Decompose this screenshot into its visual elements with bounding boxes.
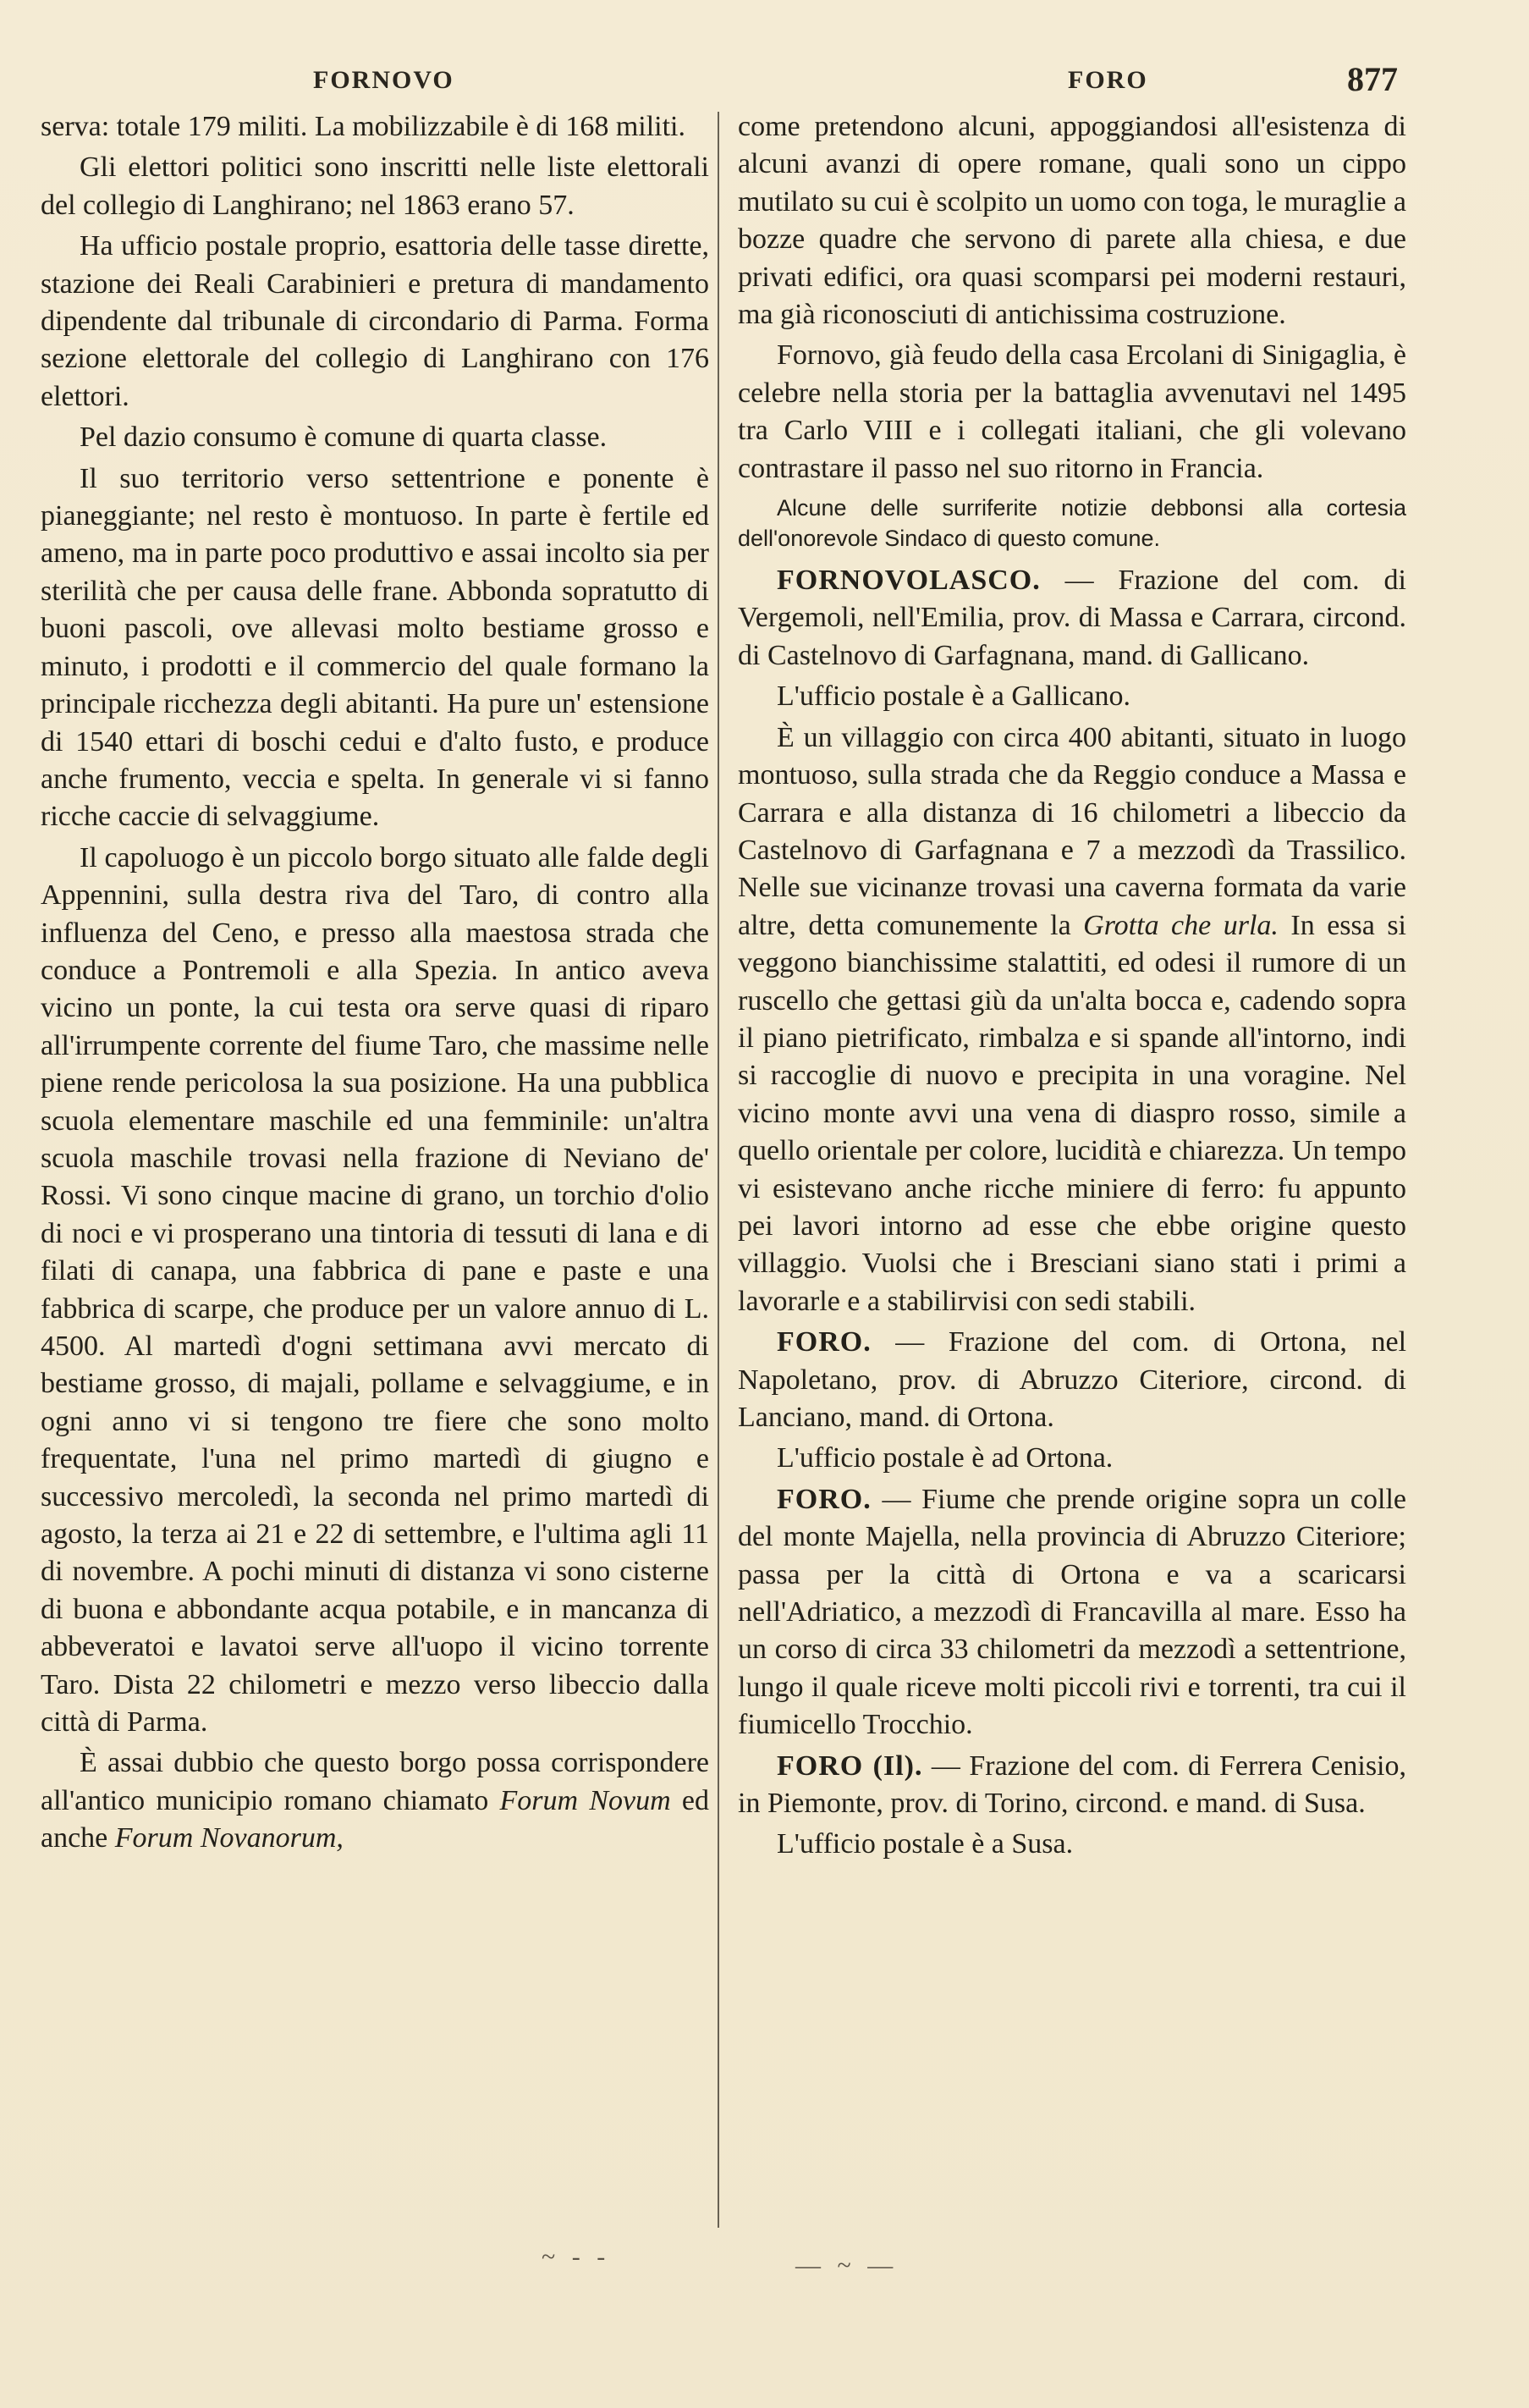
latin-name: Forum Novum xyxy=(499,1784,671,1816)
paragraph: Gli elettori politici sono inscritti nelle liste elettorali del collegio di Langhirano; nel 1863 erano 57. xyxy=(41,152,709,221)
paragraph xyxy=(41,1744,709,1857)
paragraph-text: È assai dubbio che questo borgo possa corrispondere all'antico municipio romano chiamato xyxy=(41,1747,709,1816)
page-number: 877 xyxy=(1347,60,1398,98)
end-flourish-right: — ~ — xyxy=(795,2251,899,2279)
entry-headword: FORO. xyxy=(777,1326,872,1358)
paragraph-text: È un villaggio con circa 400 abitanti, situato in luogo montuoso, sulla strada che da Reggio conduce a Massa e Carrara e alla distanza di 16 chilometri a libeccio da Castelnovo di Garfagnana e 7 a mezzodì da Trassilico. Nelle sue vicinanze trovasi una caverna formata da varie altre, detta comunemente la xyxy=(738,721,1406,941)
column-divider xyxy=(718,112,719,2228)
paragraph: Il capoluogo è un piccolo borgo situato alle falde degli Appennini, sulla destra riva del Taro, di contro alla influenza del Ceno, e presso alla maestosa strada che conduce a Pontremoli e alla Spezia. In antico aveva vicino un ponte, la cui testa ora serve quasi di riparo all'irrumpente corrente del fiume Taro, che massime nelle piene rende pericolosa la sua posizione. Ha una pubblica scuola elementare maschile ed una femminile: un'altra scuola maschile trovasi nella frazione di Neviano de' Rossi. Vi sono cinque macine di grano, un torchio d'olio di noci e vi prosperano una tintoria di tessuti di lana e di filati di canapa, una fabbrica di pane e paste e una fabbrica di scarpe, che produce per un valore annuo di L. 4500. Al martedì d'ogni settimana avvi mercato di bestiame grosso, di majali, pollame e selvaggiume, e in ogni anno vi si tengono tre fiere che sono molto frequentate, l'una nel primo martedì di giugno e successivo mercoledì, la seconda nel primo martedì di agosto, la terza ai 21 e 22 di settembre, e l'ultima agli 11 di novembre. A pochi minuti di distanza vi sono cisterne di buona e abbondante acqua potabile, e in mancanza di abbeveratoi e lavatoi serve all'uopo il vicino torrente Taro. Dista 22 chilometri e mezzo verso libeccio dalla città di Parma. xyxy=(41,841,709,1738)
place-name: Grotta che urla. xyxy=(1083,909,1279,941)
entry-text: — Frazione del com. di Ortona, nel Napoletano, prov. di Abruzzo Citeriore, circond. di Lanciano, mand. di Ortona. xyxy=(738,1326,1407,1433)
right-column xyxy=(738,108,1406,1867)
running-head-left: FORNOVO xyxy=(313,66,454,94)
footnote: Alcune delle surriferite notizie debbonsi alla cortesia dell'onorevole Sindaco di questo comune. xyxy=(738,495,1406,552)
paragraph-text: In essa si veggono bianchissime stalattiti, ed odesi il rumore di un ruscello che gettasi giù da un'alta bocca e, cadendo sopra il piano pietrificato, rimbalza e si spande all'intorno, indi si raccoglie di nuovo e precipita in una voragine. Nel vicino monte avvi una vena di diaspro rosso, simile a quello orientale per colore, lucidità e chiarezza. Un tempo vi esistevano anche ricche miniere di ferro: fu appunto pei lavori intorno ad esse che ebbe origine questo villaggio. Vuolsi che i Bresciani siano stati i primi a lavorarle e a stabilirvisi con sedi stabili. xyxy=(738,909,1407,1317)
left-column xyxy=(41,108,709,1861)
paragraph-text: ed anche xyxy=(41,1784,709,1854)
entry-text: — Fiume che prende origine sopra un colle del monte Majella, nella provincia di Abruzzo Citeriore; passa per la città di Ortona e va a scaricarsi nell'Adriatico, a mezzodì di Francavilla al mare. Esso ha un corso di circa 33 chilometri da mezzodì a settentrione, lungo il quale riceve molti piccoli rivi e torrenti, tra cui il fiumicello Trocchio. xyxy=(738,1483,1407,1741)
paragraph: Il suo territorio verso settentrione e ponente è pianeggiante; nel resto è montuoso. In parte è fertile ed ameno, ma in parte poco produttivo e assai incolto sia per sterilità che per causa delle frane. Abbonda sopratutto di buoni pascoli, ove allevasi molto bestiame grosso e minuto, i prodotti e il commercio del quale formano la principale ricchezza degli abitanti. Ha pure un' estensione di 1540 ettari di boschi cedui e d'alto fusto, e produce anche frumento, veccia e spelta. In generale vi si fanno ricche caccie di selvaggiume. xyxy=(41,462,709,833)
paragraph: L'ufficio postale è ad Ortona. xyxy=(777,1442,1114,1474)
running-head-right: FORO xyxy=(1068,66,1148,94)
entry-text: — Frazione del com. di Vergemoli, nell'Emilia, prov. di Massa e Carrara, circond. di Castelnovo di Garfagnana, mand. di Gallicano. xyxy=(738,565,1406,671)
entry-foro-il xyxy=(738,1748,1406,1823)
paragraph: come pretendono alcuni, appoggiandosi all'esistenza di alcuni avanzi di opere romane, quali sono un cippo mutilato su cui è scolpito un uomo con toga, le muraglie a bozze quadre che servono di parete alla chiesa, e due privati edifici, ora quasi scomparsi pei moderni restauri, ma già riconosciuti di antichissima costruzione. xyxy=(738,111,1406,331)
end-flourish-left: ~ - - xyxy=(542,2243,611,2271)
paragraph xyxy=(738,719,1406,1321)
paragraph: Fornovo, già feudo della casa Ercolani di Sinigaglia, è celebre nella storia per la battaglia avvenutavi nel 1495 tra Carlo VIII e i collegati italiani, che gli volevano contrastare il passo nel suo ritorno in Francia. xyxy=(738,339,1406,484)
paragraph: serva: totale 179 militi. La mobilizzabile è di 168 militi. xyxy=(41,111,685,142)
entry-headword: FORNOVOLASCO. xyxy=(777,565,1041,597)
paragraph: Ha ufficio postale proprio, esattoria delle tasse dirette, stazione dei Reali Carabinieri e pretura di mandamento dipendente dal tribunale di circondario di Parma. Forma sezione elettorale del collegio di Langhirano con 176 elettori. xyxy=(41,230,709,412)
entry-fornovolasco xyxy=(738,562,1406,675)
paragraph: Pel dazio consumo è comune di quarta classe. xyxy=(80,422,608,454)
paragraph: L'ufficio postale è a Susa. xyxy=(777,1828,1074,1860)
entry-headword: FORO (Il). xyxy=(777,1750,923,1782)
entry-foro-fiume xyxy=(738,1481,1406,1744)
latin-name: Forum Novanorum, xyxy=(114,1822,344,1854)
entry-foro-frazione xyxy=(738,1324,1406,1436)
entry-headword: FORO. xyxy=(777,1483,872,1515)
paragraph: L'ufficio postale è a Gallicano. xyxy=(777,681,1131,713)
entry-text: — Frazione del com. di Ferrera Cenisio, in Piemonte, prov. di Torino, circond. e mand. di Susa. xyxy=(738,1750,1406,1820)
